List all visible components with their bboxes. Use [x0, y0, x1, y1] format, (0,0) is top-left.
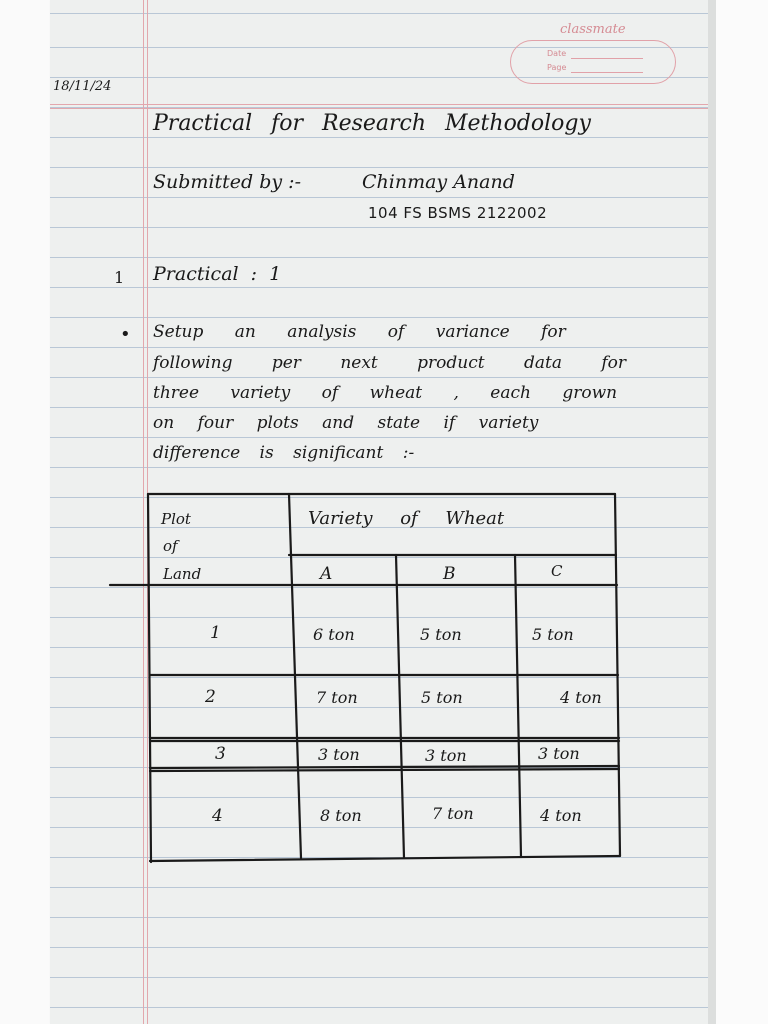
- column-header: A: [320, 564, 333, 584]
- page-title: Practical for Research Methodology: [153, 111, 591, 136]
- row-header-word: of: [163, 537, 178, 555]
- table-border-bottom: [150, 856, 620, 861]
- column-header: C: [551, 562, 563, 580]
- table-cell: 4 ton: [540, 806, 582, 825]
- table-border-left: [148, 494, 151, 862]
- table-cell: 5 ton: [420, 625, 462, 644]
- question-line: following per next product data for: [153, 353, 627, 373]
- practical-heading: Practical : 1: [153, 263, 282, 285]
- practical-index: 1: [114, 268, 125, 287]
- column-divider-a: [291, 555, 301, 858]
- question-bullet: •: [120, 324, 131, 345]
- plot-number: 1: [210, 623, 221, 643]
- group-header: Variety of Wheat: [308, 508, 505, 529]
- column-divider-c: [515, 555, 521, 857]
- student-name: Chinmay Anand: [362, 171, 515, 193]
- header-divider: [289, 494, 291, 555]
- row-rule-3: [150, 766, 619, 768]
- question-line: on four plots and state if variety: [153, 413, 539, 433]
- row-rule-3b: [150, 769, 619, 771]
- plot-number: 2: [205, 687, 216, 707]
- page-label: Page: [547, 63, 567, 72]
- table-cell: 3 ton: [425, 746, 467, 765]
- table-cell: 5 ton: [532, 625, 574, 644]
- table-cell: 4 ton: [560, 688, 602, 707]
- row-header-word: Plot: [161, 510, 191, 528]
- table-cell: 3 ton: [538, 744, 580, 763]
- column-header: B: [443, 564, 456, 584]
- table-cell: 7 ton: [432, 804, 474, 823]
- row-header-word: Land: [163, 565, 202, 583]
- roll-number: 104 FS BSMS 2122002: [368, 204, 548, 222]
- brand-logo: classmate: [560, 22, 626, 37]
- plot-number: 3: [215, 744, 226, 764]
- table-cell: 3 ton: [318, 745, 360, 764]
- submitted-by-label: Submitted by :-: [153, 171, 301, 193]
- question-line: difference is significant :-: [153, 443, 415, 463]
- question-line: Setup an analysis of variance for: [153, 322, 566, 342]
- table-cell: 7 ton: [316, 688, 358, 707]
- table-cell: 8 ton: [320, 806, 362, 825]
- question-line: three variety of wheat , each grown: [153, 383, 618, 403]
- table-cell: 6 ton: [313, 625, 355, 644]
- entry-date: 18/11/24: [53, 79, 112, 94]
- column-divider-b: [396, 555, 404, 858]
- plot-number: 4: [212, 806, 223, 826]
- date-label: Date: [547, 49, 567, 58]
- table-cell: 5 ton: [421, 688, 463, 707]
